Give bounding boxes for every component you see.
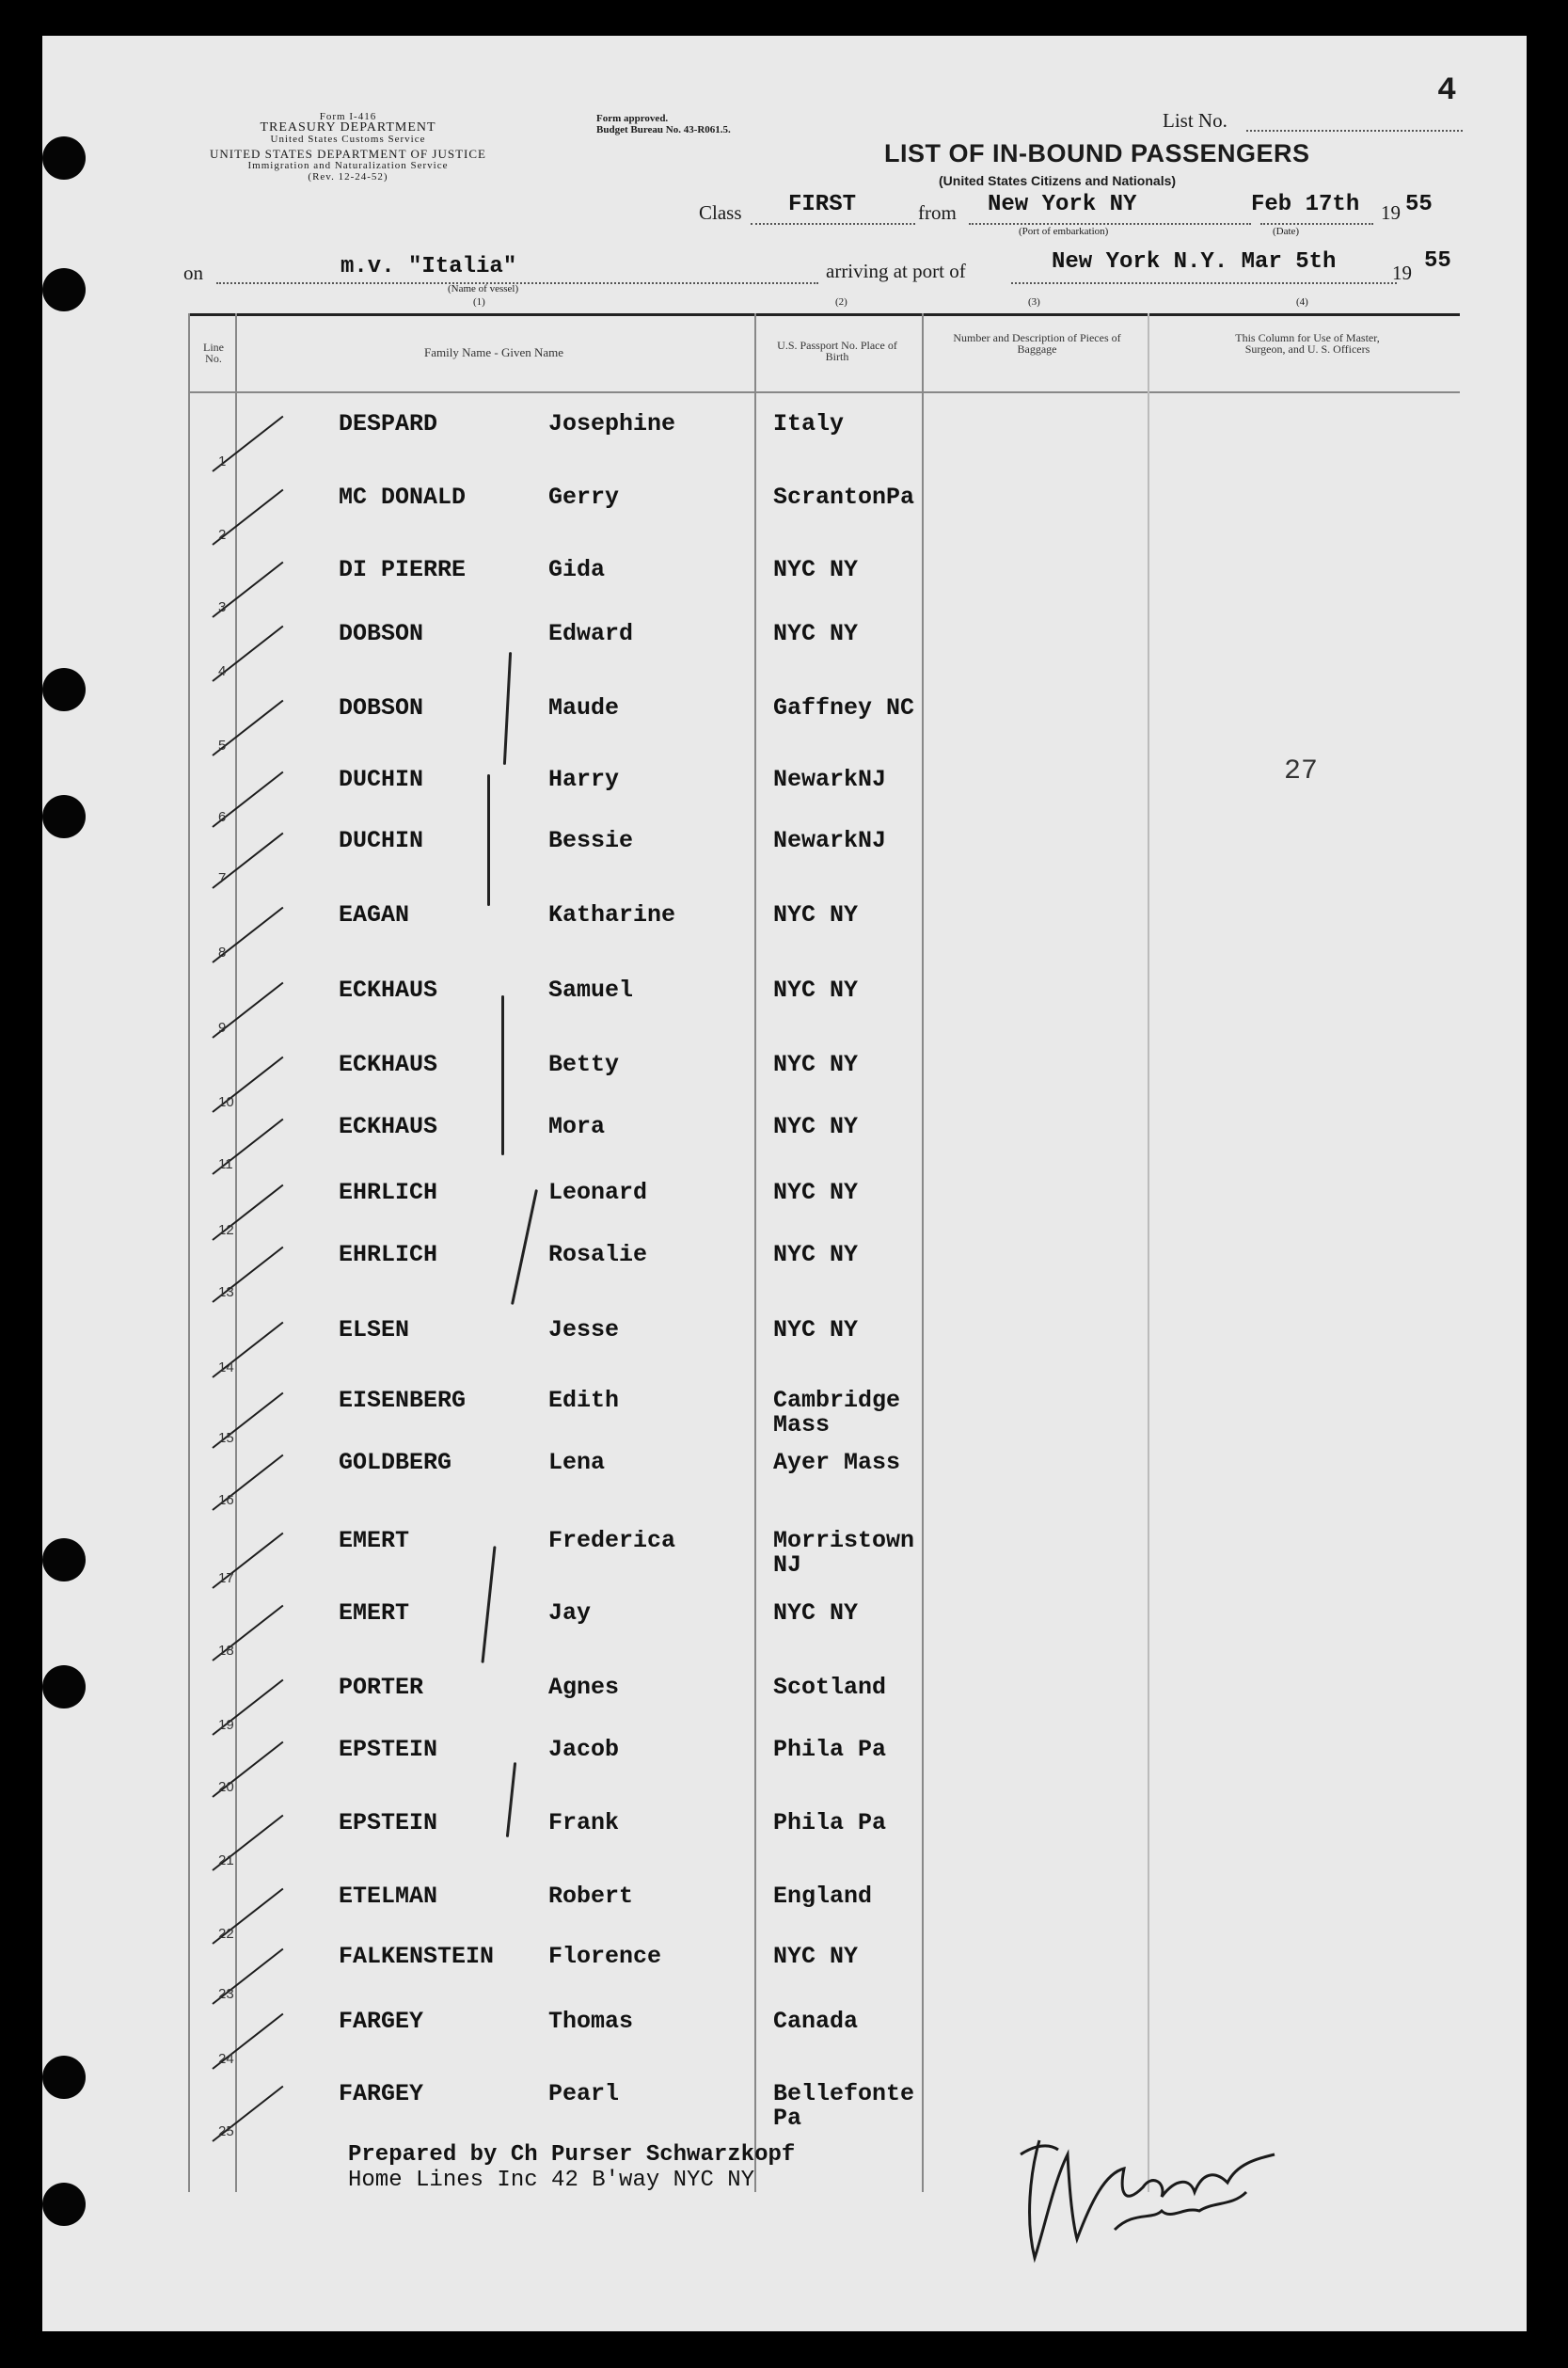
- place-of-birth: Phila Pa: [773, 1809, 887, 1836]
- col-header-baggage: Number and Description of Pieces of Baggage: [953, 331, 1121, 356]
- family-name: EPSTEIN: [339, 1809, 438, 1836]
- family-name: ETELMAN: [339, 1883, 438, 1910]
- page-title: LIST OF IN-BOUND PASSENGERS: [884, 139, 1310, 167]
- col-note-2: (2): [835, 296, 847, 308]
- line-number: 14: [218, 1359, 234, 1375]
- given-name: Rosalie: [548, 1241, 648, 1268]
- given-name: Pearl: [548, 2080, 620, 2107]
- given-name: Thomas: [548, 2008, 634, 2035]
- vessel-note: (Name of vessel): [448, 283, 519, 294]
- line-number: 17: [218, 1570, 234, 1586]
- line-number: 23: [218, 1986, 234, 2002]
- table-row: [188, 696, 1460, 753]
- punch-hole: [42, 795, 86, 838]
- col-header-line: Line No.: [203, 341, 224, 365]
- line-number: 4: [218, 663, 227, 679]
- arrival-year-prefix: 19: [1392, 262, 1412, 284]
- given-name: Edward: [548, 620, 634, 647]
- punch-hole: [42, 268, 86, 311]
- given-name: Gerry: [548, 484, 620, 511]
- line-number: 12: [218, 1222, 234, 1238]
- punch-hole: [42, 668, 86, 711]
- table-row: [188, 1945, 1460, 2001]
- line-number: 13: [218, 1284, 234, 1300]
- table-row: [188, 903, 1460, 960]
- place-of-birth: Italy: [773, 410, 845, 437]
- table-row: [188, 1884, 1460, 1941]
- place-of-birth: Phila Pa: [773, 1736, 887, 1763]
- place-of-birth: Canada: [773, 2008, 859, 2035]
- departure-date: Feb 17th: [1251, 192, 1360, 217]
- family-name: ECKHAUS: [339, 1113, 438, 1140]
- family-name: DUCHIN: [339, 766, 424, 793]
- given-name: Gida: [548, 556, 606, 583]
- family-name: DESPARD: [339, 410, 438, 437]
- given-name: Jay: [548, 1599, 592, 1627]
- form-info-left: [169, 111, 527, 183]
- table-row: [188, 558, 1460, 614]
- table-row: [188, 978, 1460, 1035]
- family-name: EAGAN: [339, 901, 410, 929]
- place-of-birth: NYC NY: [773, 1113, 859, 1140]
- col-header-officers: This Column for Use of Master, Surgeon, and U. S. Officers: [1235, 331, 1380, 356]
- line-number: 19: [218, 1717, 234, 1733]
- port-embarkation-note: (Port of embarkation): [1019, 226, 1109, 237]
- line-number: 22: [218, 1926, 234, 1942]
- line-number: 9: [218, 1020, 227, 1036]
- prepared-by: [348, 2142, 795, 2193]
- place-of-birth: Gaffney NC: [773, 694, 915, 722]
- family-name: EHRLICH: [339, 1241, 438, 1268]
- line-number: 25: [218, 2123, 234, 2139]
- table-row: [188, 1181, 1460, 1237]
- place-of-birth: Scotland: [773, 1674, 887, 1701]
- given-name: Leonard: [548, 1179, 648, 1206]
- budget-bureau: Budget Bureau No. 43-R061.5.: [596, 124, 731, 135]
- given-name: Robert: [548, 1883, 634, 1910]
- line-number: 5: [218, 738, 227, 754]
- vessel-name: m.v. "Italia": [341, 254, 517, 279]
- place-of-birth: NYC NY: [773, 977, 859, 1004]
- departure-year: 55: [1405, 192, 1433, 217]
- punch-hole: [42, 2183, 86, 2226]
- place-of-birth: NYC NY: [773, 556, 859, 583]
- given-name: Frederica: [548, 1527, 676, 1554]
- line-number: 2: [218, 527, 227, 543]
- col-header-passport: U.S. Passport No. Place of Birth: [777, 339, 897, 363]
- table-row: [188, 829, 1460, 885]
- place-of-birth: Morristown NJ: [773, 1527, 915, 1579]
- given-name: Josephine: [548, 410, 676, 437]
- line-number: 10: [218, 1094, 234, 1110]
- officer-note: 27: [1284, 755, 1319, 787]
- family-name: EHRLICH: [339, 1179, 438, 1206]
- given-name: Katharine: [548, 901, 676, 929]
- from-value: New York NY: [988, 192, 1137, 217]
- place-of-birth: NYC NY: [773, 620, 859, 647]
- line-number: 11: [218, 1156, 233, 1172]
- place-of-birth: Bellefonte Pa: [773, 2080, 915, 2132]
- arrival-port: New York N.Y. Mar 5th: [1052, 249, 1337, 275]
- place-of-birth: NewarkNJ: [773, 827, 887, 854]
- line-number: 21: [218, 1852, 234, 1868]
- given-name: Lena: [548, 1449, 606, 1476]
- family-name: EMERT: [339, 1527, 410, 1554]
- line-number: 16: [218, 1492, 234, 1508]
- given-name: Bessie: [548, 827, 634, 854]
- family-bracket: [487, 774, 490, 906]
- table-row: [188, 1115, 1460, 1171]
- family-name: DOBSON: [339, 620, 424, 647]
- given-name: Harry: [548, 766, 620, 793]
- table-row: [188, 1053, 1460, 1109]
- on-label: on: [183, 262, 203, 284]
- line-number: 20: [218, 1779, 234, 1795]
- ins-label: Immigration and Naturalization Service: [247, 160, 449, 171]
- customs-label: United States Customs Service: [270, 134, 426, 145]
- place-of-birth: NewarkNJ: [773, 766, 887, 793]
- line-number: 18: [218, 1643, 234, 1659]
- given-name: Jesse: [548, 1316, 620, 1343]
- punch-hole: [42, 1665, 86, 1708]
- table-row: [188, 2010, 1460, 2066]
- punch-hole: [42, 1538, 86, 1581]
- line-number: 1: [218, 453, 227, 469]
- family-name: FALKENSTEIN: [339, 1943, 495, 1970]
- given-name: Mora: [548, 1113, 606, 1140]
- class-value: FIRST: [788, 192, 857, 217]
- given-name: Maude: [548, 694, 620, 722]
- revision-label: (Rev. 12-24-52): [308, 171, 388, 183]
- table-row: [188, 1389, 1460, 1445]
- justice-label: UNITED STATES DEPARTMENT OF JUSTICE: [210, 147, 486, 161]
- table-row: [188, 485, 1460, 542]
- passenger-table: [188, 313, 1460, 2192]
- family-name: ELSEN: [339, 1316, 410, 1343]
- page-number: 4: [1437, 73, 1457, 109]
- given-name: Betty: [548, 1051, 620, 1078]
- line-number: 7: [218, 870, 227, 886]
- col-note-3: (3): [1028, 296, 1040, 308]
- table-row: [188, 1318, 1460, 1375]
- table-row: [188, 1738, 1460, 1794]
- line-number: 15: [218, 1430, 234, 1446]
- arriving-label: arriving at port of: [826, 260, 966, 282]
- given-name: Frank: [548, 1809, 620, 1836]
- place-of-birth: NYC NY: [773, 1179, 859, 1206]
- family-name: FARGEY: [339, 2080, 424, 2107]
- line-number: 8: [218, 945, 227, 961]
- punch-hole: [42, 136, 86, 180]
- prepared-by-line1: Prepared by Ch Purser Schwarzkopf: [348, 2142, 796, 2168]
- treasury-label: TREASURY DEPARTMENT: [260, 120, 436, 135]
- table-row: [188, 622, 1460, 678]
- family-name: DUCHIN: [339, 827, 424, 854]
- family-name: EMERT: [339, 1599, 410, 1627]
- family-name: ECKHAUS: [339, 1051, 438, 1078]
- col-note-1: (1): [473, 296, 485, 308]
- table-row: [188, 1811, 1460, 1867]
- given-name: Jacob: [548, 1736, 620, 1763]
- given-name: Florence: [548, 1943, 662, 1970]
- list-no-label: List No.: [1163, 109, 1227, 132]
- form-approved: Form approved.: [596, 113, 669, 124]
- place-of-birth: Cambridge Mass: [773, 1387, 901, 1438]
- family-name: GOLDBERG: [339, 1449, 452, 1476]
- table-row: [188, 1529, 1460, 1585]
- prepared-by-line2: Home Lines Inc 42 B'way NYC NY: [348, 2168, 755, 2193]
- table-row: [188, 1676, 1460, 1732]
- place-of-birth: NYC NY: [773, 1943, 859, 1970]
- place-of-birth: NYC NY: [773, 1241, 859, 1268]
- form-number: Form I-416: [319, 111, 377, 122]
- table-row: [188, 412, 1460, 469]
- place-of-birth: Ayer Mass: [773, 1449, 901, 1476]
- line-number: 3: [218, 599, 227, 615]
- punch-hole: [42, 2056, 86, 2099]
- form-approval: [596, 113, 731, 135]
- family-name: FARGEY: [339, 2008, 424, 2035]
- line-number: 24: [218, 2051, 234, 2067]
- given-name: Agnes: [548, 1674, 620, 1701]
- family-bracket: [501, 995, 504, 1155]
- family-name: DOBSON: [339, 694, 424, 722]
- year-prefix: 19: [1381, 201, 1401, 224]
- given-name: Edith: [548, 1387, 620, 1414]
- table-row: [188, 1243, 1460, 1299]
- family-name: PORTER: [339, 1674, 424, 1701]
- table-row: [188, 768, 1460, 824]
- from-label: from: [918, 201, 957, 224]
- place-of-birth: NYC NY: [773, 1316, 859, 1343]
- table-row: [188, 1451, 1460, 1507]
- family-name: EPSTEIN: [339, 1736, 438, 1763]
- date-note: (Date): [1273, 226, 1300, 237]
- family-name: ECKHAUS: [339, 977, 438, 1004]
- family-name: MC DONALD: [339, 484, 467, 511]
- place-of-birth: NYC NY: [773, 1599, 859, 1627]
- family-name: DI PIERRE: [339, 556, 467, 583]
- col-note-4: (4): [1296, 296, 1308, 308]
- col-header-name: Family Name - Given Name: [423, 345, 563, 359]
- line-number: 6: [218, 809, 227, 825]
- place-of-birth: NYC NY: [773, 1051, 859, 1078]
- given-name: Samuel: [548, 977, 634, 1004]
- place-of-birth: ScrantonPa: [773, 484, 915, 511]
- table-row: [188, 1601, 1460, 1658]
- class-label: Class: [699, 201, 742, 224]
- family-name: EISENBERG: [339, 1387, 467, 1414]
- page-subtitle: (United States Citizens and Nationals): [939, 173, 1177, 188]
- arrival-year: 55: [1424, 248, 1451, 274]
- place-of-birth: England: [773, 1883, 873, 1910]
- place-of-birth: NYC NY: [773, 901, 859, 929]
- handwritten-signature: [1002, 2117, 1322, 2277]
